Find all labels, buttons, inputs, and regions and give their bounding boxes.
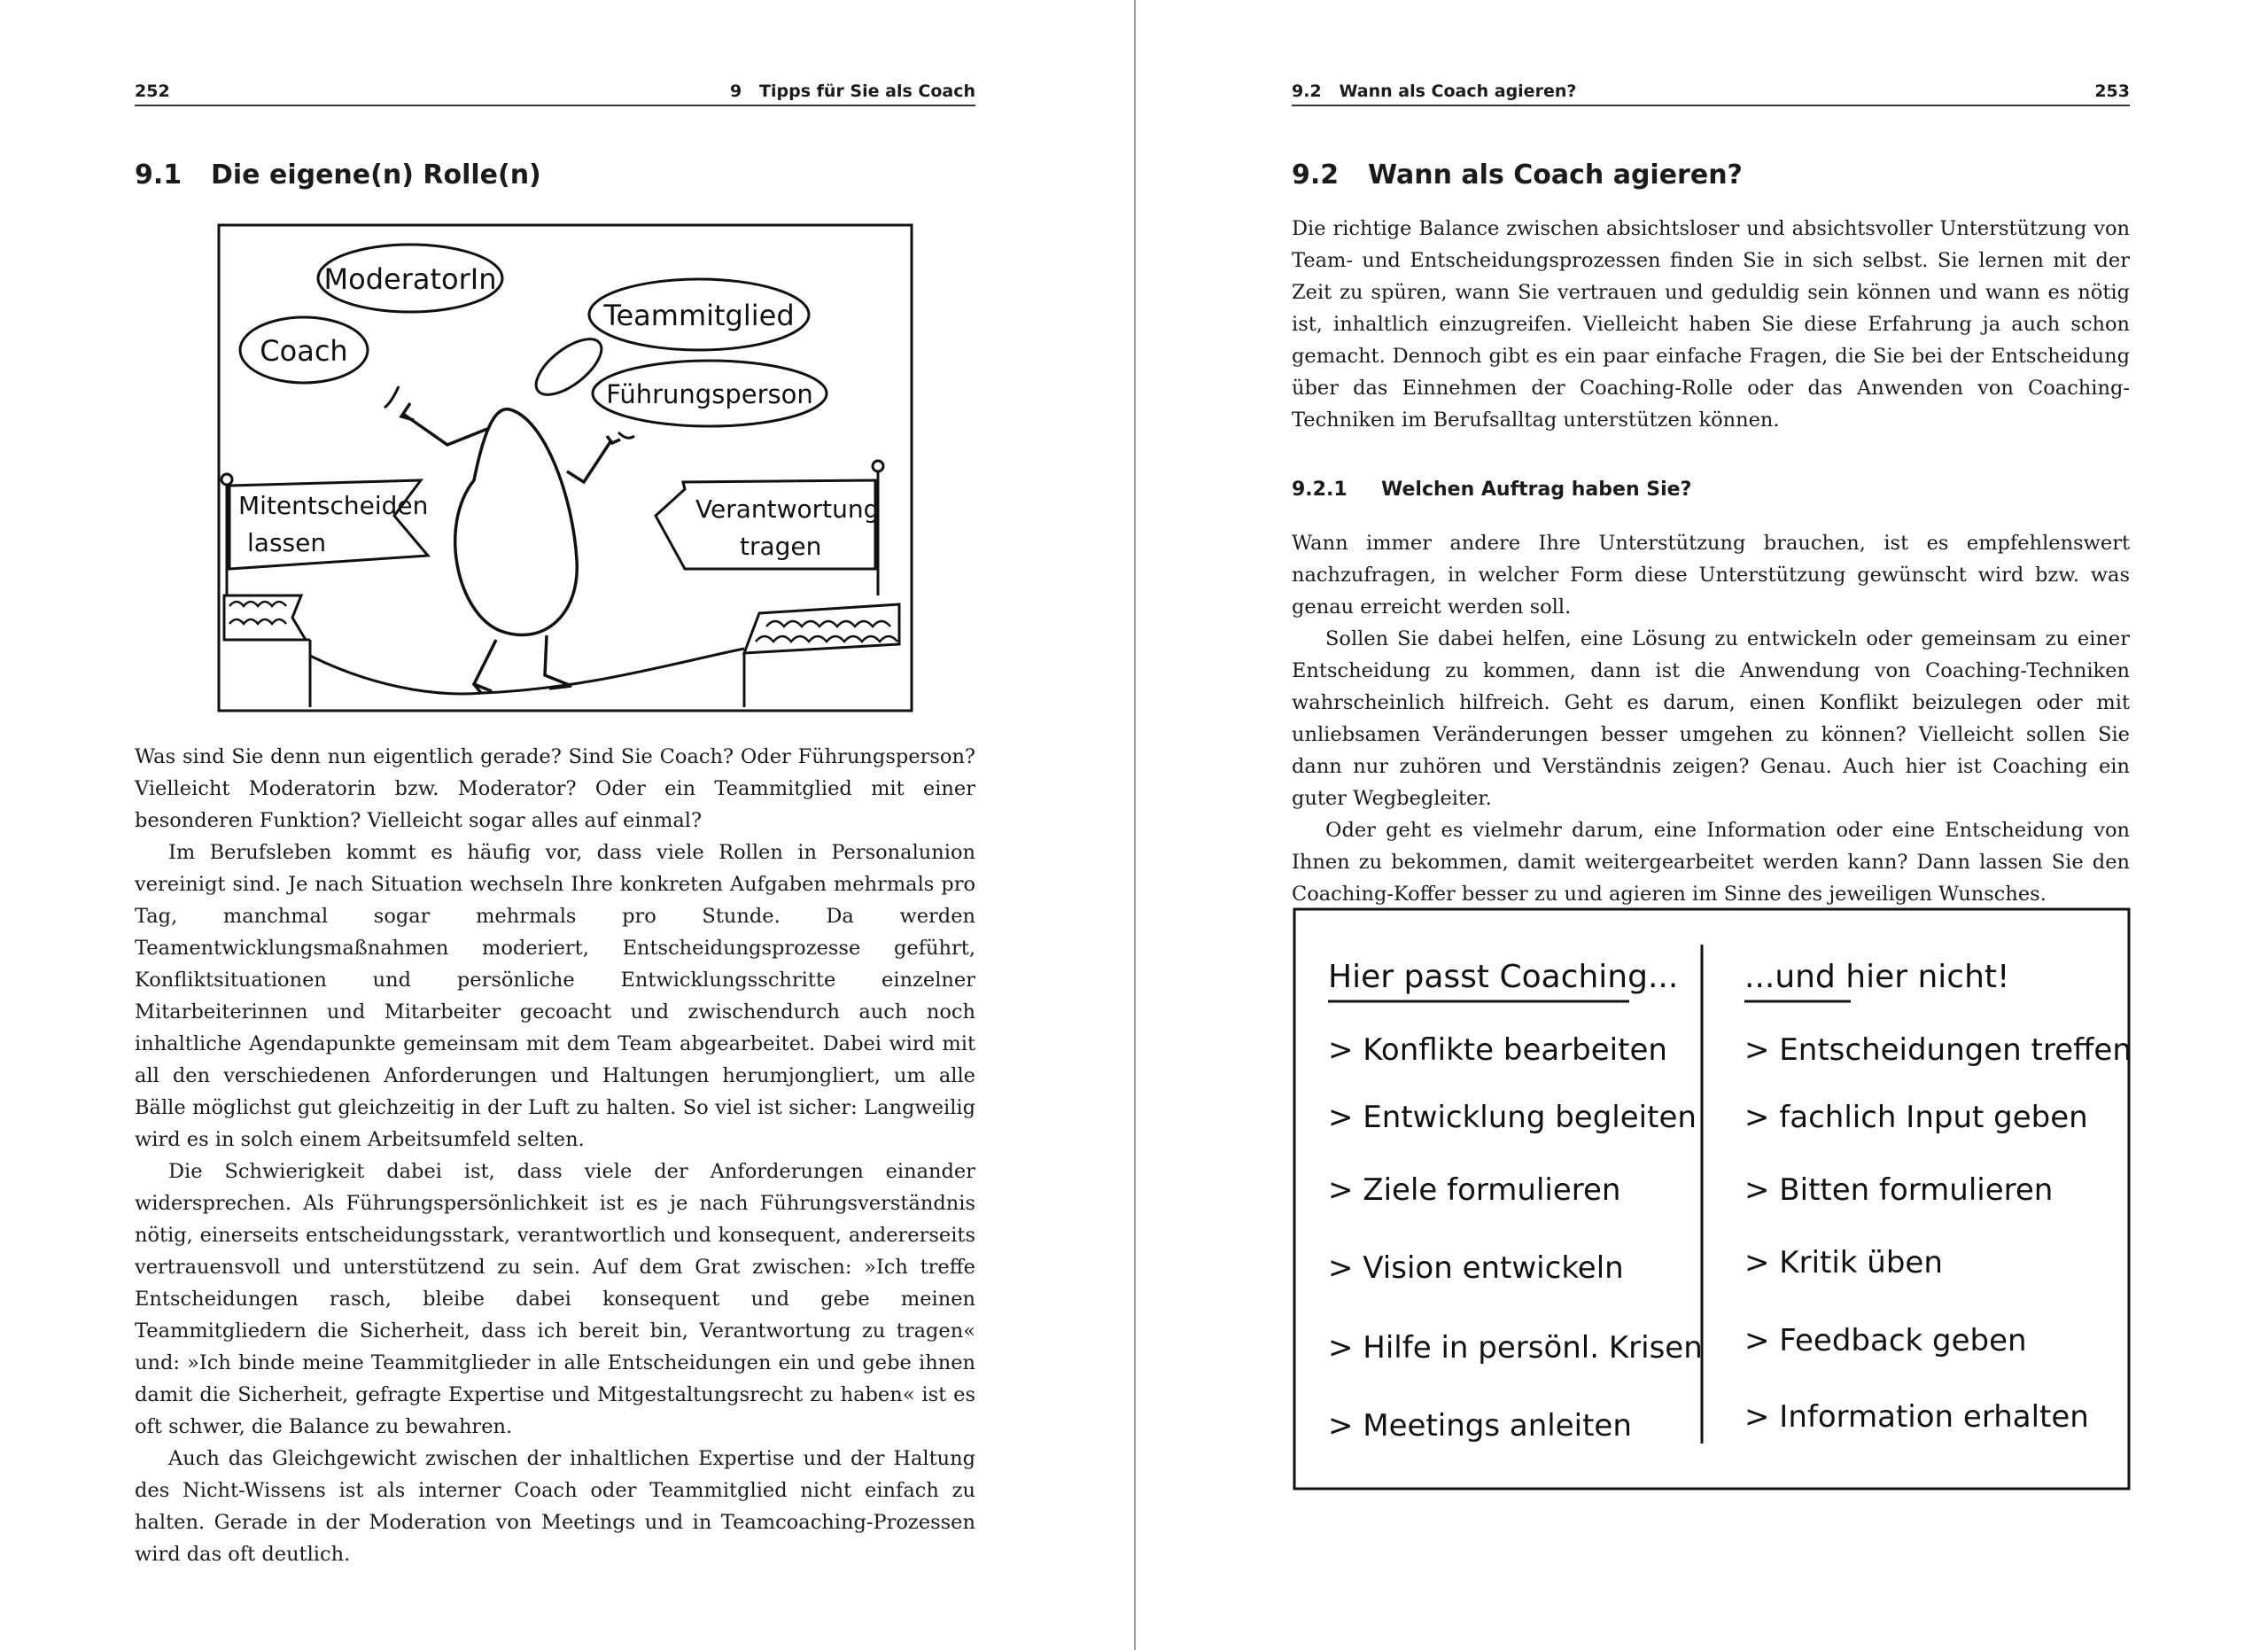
subsection-title: Welchen Auftrag haben Sie? [1381, 479, 1692, 501]
paragraph: Auch das Gleichgewicht zwischen der inhaltlichen Expertise und der Haltung des Nicht-Wissens ist als interner Coach oder Teammitglied nicht einfach zu halten. Gerade in der Moderation von Meetings und in Teamcoaching-Prozessen wird das oft deutlich. [135, 1447, 975, 1566]
board-left-heading: Hier passt Coaching... [1328, 959, 1679, 995]
section-number: 9.2 [1292, 160, 1340, 191]
board-left-item: > Hilfe in persönl. Krisen [1328, 1330, 1703, 1366]
bubble-moderatorin-label: ModeratorIn [323, 262, 497, 296]
running-header-right [1292, 80, 2130, 106]
board-left-item: > Vision entwickeln [1328, 1250, 1624, 1286]
board-left-item: > Entwicklung begleiten [1328, 1100, 1697, 1135]
flag-left-line1: Mitentscheiden [238, 491, 429, 520]
paragraph: Im Berufsleben kommt es häufig vor, dass viele Rollen in Personalunion vereinigt sind. Je nach Situation wechseln Ihre konkreten Aufgaben mehrmals pro Tag, manchmal sogar mehrmals pro Stunde. Da werden Teamentwicklungsmaßnahmen moderiert, Entscheidungsprozesse geführt, Konfliktsituationen und persönliche Entwicklungsschritte einzelner Mitarbeiterinnen und Mitarbeiter gecoacht und zwischendurch auch noch inhaltliche Agendapunkte gemeinsam mit dem Team abgearbeitet. Dabei wird mit all den verschiedenen Anforderungen und Haltungen herumjongliert, um alle Bälle möglichst gut gleichzeitig in der Luft zu halten. So viel ist sicher: Langweilig wird es in solch einem Arbeitsumfeld selten. [135, 841, 975, 1151]
board-left-item: > Konflikte bearbeiten [1328, 1032, 1667, 1068]
board-right-item: > Bitten formulieren [1744, 1172, 2054, 1208]
section-heading-9-1 [135, 160, 541, 191]
paragraph: Die richtige Balance zwischen absichtsloser und absichtsvoller Unterstützung von Team- und Entscheidungsprozessen finden Sie in sich selbst. Sie lernen mit der Zeit zu spüren, wann Sie vertrauen und geduldig sein können und wann es nötig ist, inhaltlich einzugreifen. Vielleicht haben Sie diese Erfahrung ja auch schon gemacht. Dennoch gibt es ein paar einfache Fragen, die Sie bei der Entscheidung über das Einnehmen der Coaching-Rolle oder das Anwenden von Coaching-Techniken im Berufsalltag unterstützen können. [1292, 217, 2130, 432]
right-body-text [1292, 527, 2130, 910]
subsection-heading-9-2-1 [1292, 479, 1691, 501]
roles-illustration [217, 223, 913, 717]
intro-text [1292, 213, 2130, 436]
flag-right-line2: tragen [740, 532, 822, 561]
coaching-board [1293, 907, 2131, 1497]
page-number-right: 253 [2094, 82, 2130, 101]
section-title: Wann als Coach agieren? [1368, 160, 1743, 191]
section-heading-9-2 [1292, 160, 1743, 191]
flag-left-line2: lassen [247, 528, 327, 557]
right-page [1137, 0, 2268, 1650]
section-number: 9.1 [135, 160, 183, 191]
page-number-left: 252 [135, 82, 170, 101]
board-right-item: > Kritik üben [1744, 1245, 1943, 1280]
board-right-item: > fachlich Input geben [1744, 1100, 2088, 1135]
bubble-fuehrungsperson-label: Führungsperson [606, 379, 813, 409]
bubble-coach-label: Coach [260, 334, 348, 368]
board-left-item: > Ziele formulieren [1328, 1172, 1621, 1208]
board-right-item: > Entscheidungen treffen [1744, 1032, 2131, 1068]
board-right-item: > Feedback geben [1744, 1323, 2027, 1358]
paragraph: Sollen Sie dabei helfen, eine Lösung zu entwickeln oder gemeinsam zu einer Entscheidung zu kommen, dann ist die Anwendung von Coaching-Techniken wahrscheinlich hilfreich. Geht es darum, einen Konflikt beizulegen oder mit unliebsamen Veränderungen besser umgehen zu können? Vielleicht sollen Sie dann nur zuhören und Verständnis zeigen? Genau. Auch hier ist Coaching ein guter Wegbegleiter. [1292, 627, 2130, 810]
board-right-heading: ...und hier nicht! [1744, 959, 2010, 995]
subsection-number: 9.2.1 [1292, 479, 1348, 501]
flag-right-line1: Verantwortung [695, 494, 880, 524]
paragraph: Was sind Sie denn nun eigentlich gerade? Sind Sie Coach? Oder Führungsperson? Vielleicht Moderatorin bzw. Moderator? Oder ein Teammitglied mit einer besonderen Funktion? Vielleicht sogar alles auf einmal? [135, 745, 975, 832]
paragraph: Oder geht es vielmehr darum, eine Information oder eine Entscheidung von Ihnen zu bekommen, damit weitergearbeitet werden kann? Dann lassen Sie den Coaching-Koffer besser zu und agieren im Sinne des jeweiligen Wunsches. [1292, 819, 2130, 906]
running-header-left [135, 80, 975, 106]
bubble-teammitglied-label: Teammitglied [603, 299, 795, 332]
board-right-item: > Information erhalten [1744, 1399, 2089, 1435]
section-title: Die eigene(n) Rolle(n) [211, 160, 541, 191]
running-title-left: 9 Tipps für Sie als Coach [729, 82, 975, 101]
paragraph: Die Schwierigkeit dabei ist, dass viele der Anforderungen einander widersprechen. Als Führungspersönlichkeit ist es je nach Führungsverständnis nötig, einerseits entscheidungsstark, verantwortlich und konsequent, andererseits vertrauensvoll und unterstützend zu sein. Auf dem Grat zwischen: »Ich treffe Entscheidungen rasch, bleibe dabei konsequent und gebe meinen Teammitgliedern die Sicherheit, dass ich bereit bin, Verantwortung zu tragen« und: »Ich binde meine Teammitglieder in alle Entscheidungen ein und gebe ihnen damit die Sicherheit, gefragte Expertise und Mitgestaltungsrecht zu haben« ist es oft schwer, die Balance zu bewahren. [135, 1160, 975, 1438]
paragraph: Wann immer andere Ihre Unterstützung brauchen, ist es empfehlenswert nachzufragen, in welcher Form diese Unterstützung gewünscht wird bzw. was genau erreicht werden soll. [1292, 532, 2130, 619]
board-left-item: > Meetings anleiten [1328, 1408, 1632, 1444]
running-title-right: 9.2 Wann als Coach agieren? [1292, 82, 1577, 101]
left-body-text [135, 741, 975, 1570]
